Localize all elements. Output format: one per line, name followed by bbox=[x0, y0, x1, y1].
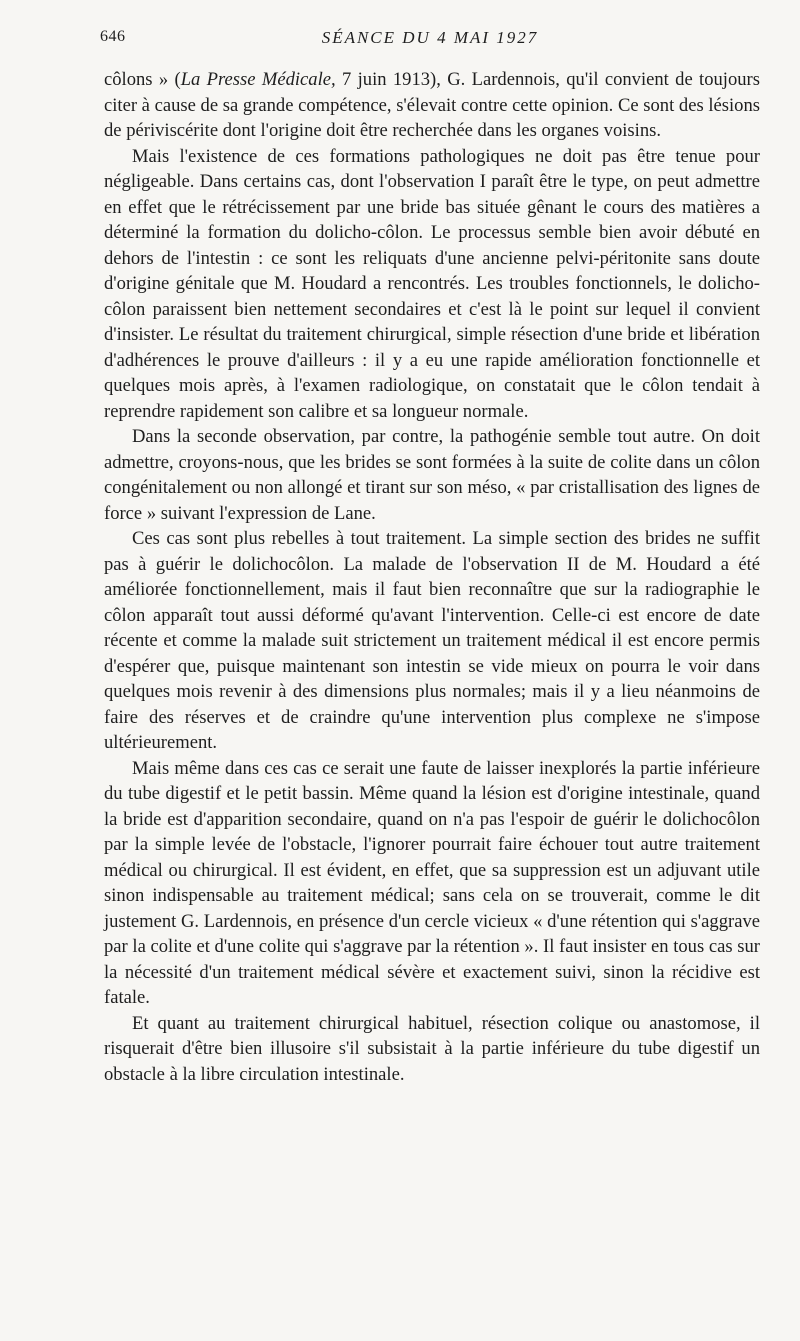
paragraph-3: Dans la seconde observation, par contre, la pathogénie semble tout autre. On doit admettre, croyons-nous, que les brides se sont formées à la suite de colite dans un côlon congénitalement ou non allongé et tirant sur son méso, « par cristallisation des lignes de force » suivant l'expression de Lane. bbox=[104, 426, 760, 524]
paragraph-5: Mais même dans ces cas ce serait une faute de laisser inexplorés la partie inférieure du tube digestif et le petit bassin. Même quand la lésion est d'origine intestinale, quand la bride est d'apparition secondaire, quand on n'a pas l'espoir de guérir le dolichocôlon par la simple levée de l'obstacle, l'ignorer pourrait faire échouer tout autre traitement médical ou chirurgical. Il est évident, en effet, que sa suppression est un adjuvant utile sinon indispensable au traitement médical; sans cela on se trouverait, comme le dit justement G. Lardennois, en présence d'un cercle vicieux « d'une rétention qui s'aggrave par la colite et d'une colite qui s'aggrave par la rétention ». Il faut insister en tous cas sur la nécessité d'un traitement médical sévère et exactement suivi, sinon la récidive est fatale. bbox=[104, 757, 760, 1008]
body-text bbox=[104, 67, 760, 1087]
page-number: 646 bbox=[100, 28, 126, 45]
running-title: SÉANCE DU 4 MAI 1927 bbox=[321, 28, 539, 47]
paragraph-2: Mais l'existence de ces formations pathologiques ne doit pas être tenue pour négligeable. Dans certains cas, dont l'observation I paraît être le type, on peut admettre en effet que le rétrécissement par une bride bas située gênant le cours des matières a déterminé la formation du dolicho-côlon. Le processus semble bien avoir débuté en dehors de l'intestin : ce sont les reliquats d'une ancienne pelvi-péritonite sans doute d'origine génitale que M. Houdard a rencontrés. Les troubles fonctionnels, le dolicho-côlon paraissent bien nettement secondaires et c'est là le point sur lequel il convient d'insister. Le résultat du traitement chirurgical, simple résection d'une bride et libération d'adhérences le prouve d'ailleurs : il y a eu une rapide amélioration fonctionnelle et quelques mois après, à l'examen radiologique, on constatait que le côlon tendait à reprendre rapidement son calibre et sa longueur normale. bbox=[104, 145, 760, 422]
paragraph-1-rest: 7 juin 1913), G. Lardennois, qu'il convient de toujours citer à cause de sa grande compétence, s'élevait contre cette opinion. Ce sont des lésions de périviscérite dont l'origine doit être recherchée dans les organes voisins. bbox=[104, 69, 760, 141]
paragraph-4: Ces cas sont plus rebelles à tout traitement. La simple section des brides ne suffit pas à guérir le dolichocôlon. La malade de l'observation II de M. Houdard a été améliorée fonctionnellement, mais il faut bien reconnaître que sur la radiographie le côlon apparaît tout aussi déformé qu'avant l'intervention. Celle-ci est encore de date récente et comme la malade suit strictement un traitement médical il est encore permis d'espérer que, puisque maintenant son intestin se vide mieux on pourra le voir dans quelques mois revenir à des dimensions plus normales; mais il y a lieu néanmoins de faire des réserves et de craindre qu'une intervention plus complexe ne s'impose ultérieurement. bbox=[104, 528, 760, 753]
journal-title: La Presse Médicale, bbox=[180, 69, 336, 90]
page-header bbox=[100, 28, 760, 50]
paragraph-1-start: côlons » ( bbox=[104, 69, 181, 90]
paragraph-6: Et quant au traitement chirurgical habituel, résection colique ou anastomose, il risquerait d'être bien illusoire s'il subsistait à la partie inférieure du tube digestif un obstacle à la libre circulation intestinale. bbox=[104, 1012, 760, 1085]
paragraph-1 bbox=[104, 67, 760, 144]
